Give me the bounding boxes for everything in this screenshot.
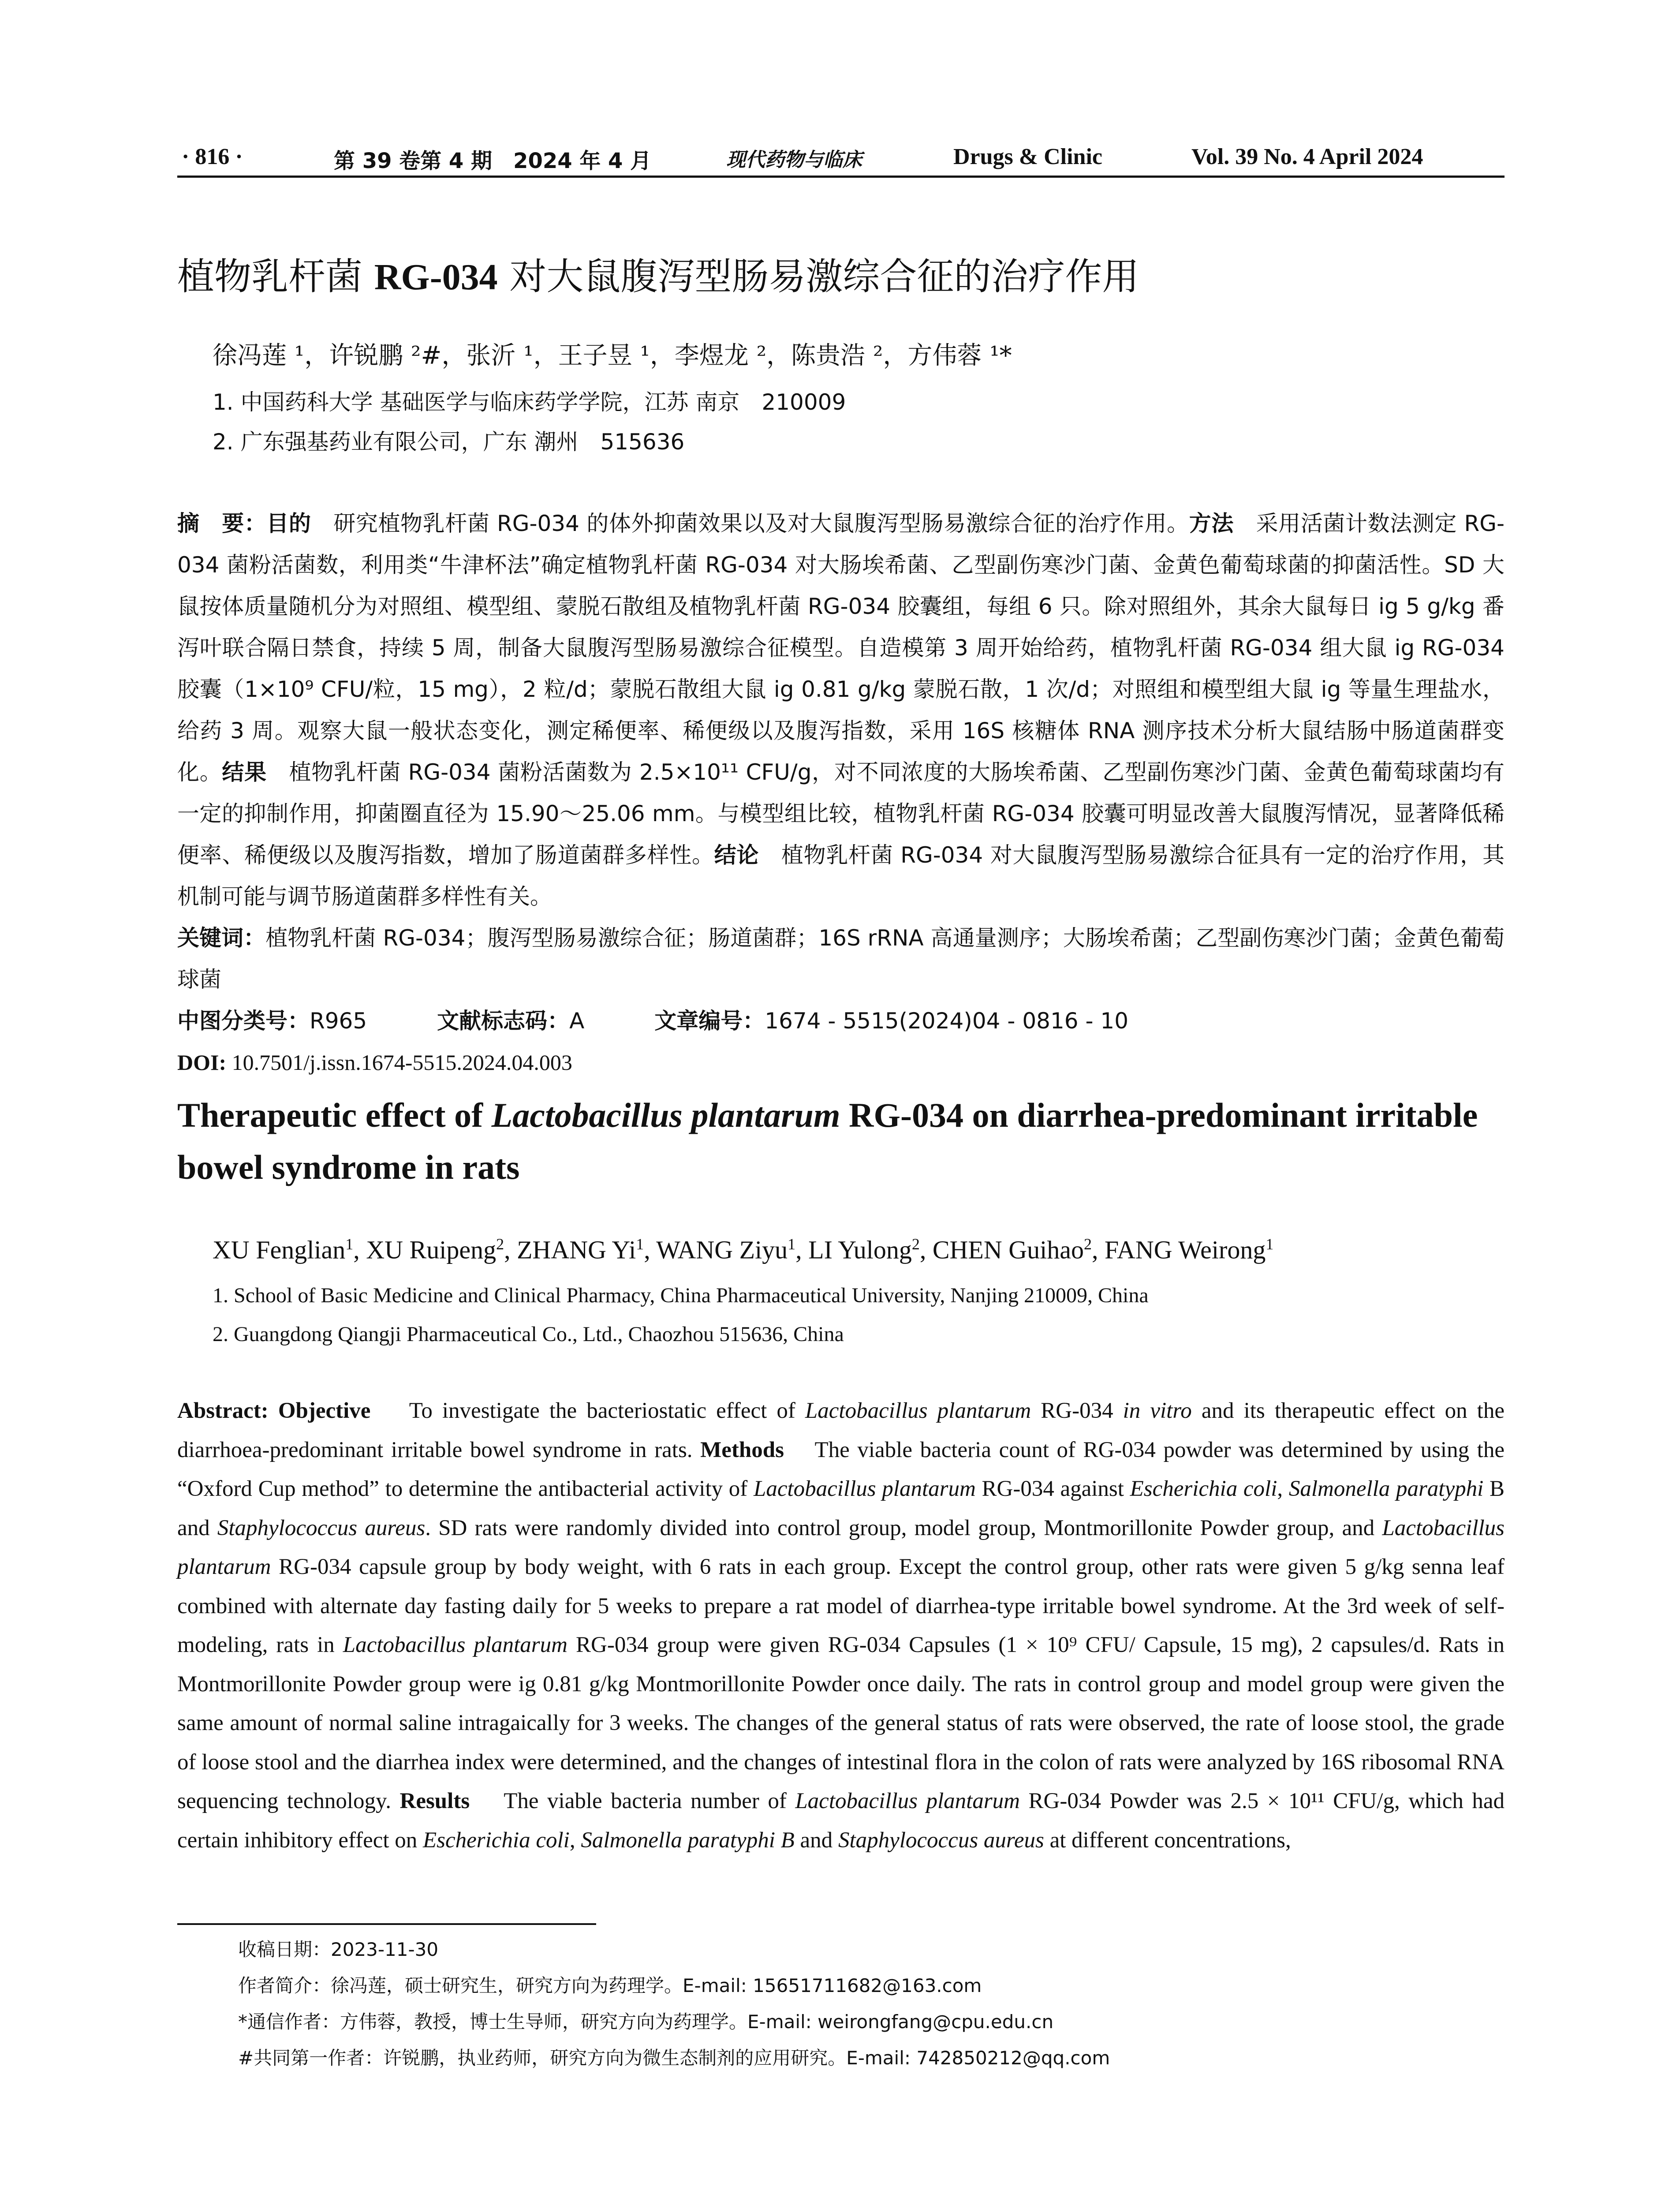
abstract-text: The viable bacteria count of RG-034 powder was determined by using the “Oxford Cup method” to determine the antibacterial activity of [177,1437,1510,1501]
abstract-italic-term: Staphylococcus aureus [838,1828,1044,1853]
english-abstract [177,1391,1510,1860]
title-part: 对大鼠腹泻型肠易激综合征的治疗作用 [497,255,1139,298]
title-part: Therapeutic effect of [177,1096,492,1134]
keywords-label: 关键词： [177,925,266,951]
author-separator: , [795,1235,809,1264]
issue-info-en: Vol. 39 No. 4 April 2024 [1191,144,1423,169]
abstract-text: The viable bacteria number of [470,1789,795,1813]
issue-info-cn: 第 39 卷第 4 期 2024 年 4 月 [334,149,652,173]
abstract-text: RG-034 group were given RG-034 Capsules (1 × 10⁹ CFU/ Capsule, 15 mg), 2 capsules/d. Rats in Montmorillonite Powder group were ig 0.81 g/kg Montmorillonite Powder once daily. The rats in control group and model group were given the same amount of normal saline intragaically for 3 weeks. The changes of the general status of rats were observed, the rate of loose stool, the grade of loose stool and the diarrhea index were determined, and the changes of intestinal flora in the colon of rats were analyzed by 16S ribosomal RNA sequencing technology. [177,1633,1510,1813]
doc-code-label: 文献标志码： [437,1008,570,1034]
conclusion-label: 结论 [714,842,759,868]
abstract-text: and [794,1828,838,1853]
author-affiliation-mark: 1 [345,1235,354,1253]
chinese-authors: 徐冯莲 ¹，许锐鹏 ²#，张沂 ¹，王子昱 ¹，李煜龙 ²，陈贵浩 ²，方伟蓉 ¹* [213,341,1012,370]
abstract-section-label: Results [399,1789,470,1813]
doc-code-value: A [569,1008,585,1034]
abstract-italic-term: Salmonella paratyphi [1288,1476,1484,1501]
article-no-value: 1674 - 5515(2024)04 - 0816 - 10 [765,1008,1129,1034]
footnote-co-first-author: #共同第一作者：许锐鹏，执业药师，研究方向为微生态制剂的应用研究。E-mail: 742850212@qq.com [238,2047,1110,2069]
results-label: 结果 [222,759,267,785]
title-strain: RG-034 [374,257,498,298]
conclusion-text: 植物乳杆菌 RG-034 对大鼠腹泻型肠易激综合征具有一定的治疗作用，其机制可能与调节肠道菌群多样性有关。 [177,842,1505,909]
chinese-abstract [177,503,1505,1083]
clc-value: R965 [310,1008,367,1034]
abstract-section-label: Methods [700,1437,784,1462]
author-affiliation-mark: 2 [1083,1235,1092,1253]
author-affiliation-mark: 1 [636,1235,644,1253]
author-name: XU Fenglian [213,1235,346,1264]
abstract-italic-term: Salmonella paratyphi B [581,1828,795,1853]
abstract-italic-term: Lactobacillus plantarum [753,1476,976,1501]
classification-line [177,1000,1505,1042]
objective-label: 目的 [266,511,311,536]
footnote-rule [177,1923,596,1925]
title-species: Lactobacillus plantarum [491,1096,840,1134]
abstract-text: RG-034 [1031,1398,1123,1423]
abstract-text: and its therapeutic effect on the diarrhoea-predominant irritable bowel syndrome in rats. [177,1398,1510,1462]
abstract-body [177,503,1505,917]
abstract-italic-term: Lactobacillus plantarum [805,1398,1031,1423]
english-title [177,1089,1505,1193]
chinese-title [177,247,1139,300]
abstract-text: RG-034 against [975,1476,1130,1501]
author-name: XU Ruipeng [366,1235,497,1264]
abstract-italic-term: Lactobacillus plantarum [177,1515,1510,1579]
running-header [177,140,1505,178]
english-affiliation-2: 2. Guangdong Qiangji Pharmaceutical Co., Ltd., Chaozhou 515636, China [213,1323,844,1346]
author-separator: , [644,1235,657,1264]
abstract-italic-term: Escherichia coli [423,1828,570,1853]
chinese-affiliation-1: 1. 中国药科大学 基础医学与临床药学学院，江苏 南京 210009 [213,389,846,415]
doi-line [177,1042,1505,1083]
author-affiliation-mark: 2 [911,1235,920,1253]
abstract-text: , [1277,1476,1289,1501]
clc-label: 中图分类号： [177,1008,310,1034]
abstract-italic-term: Staphylococcus aureus [217,1515,426,1540]
author-name: ZHANG Yi [517,1235,636,1264]
title-part: RG-034 on diarrhea-predominant irritable bowel syndrome in rats [177,1096,1478,1186]
results-text: 植物乳杆菌 RG-034 菌粉活菌数为 2.5×10¹¹ CFU/g，对不同浓度的大肠埃希菌、乙型副伤寒沙门菌、金黄色葡萄球菌均有一定的抑制作用，抑菌圈直径为 15.90～25.06 mm。与模型组比较，植物乳杆菌 RG-034 胶囊可明显改善大鼠腹泻情况，显著降低稀便率、稀便级以及腹泻指数，增加了肠道菌群多样性。 [177,759,1505,868]
keywords [177,917,1505,1000]
abstract-italic-term: Lactobacillus plantarum [795,1789,1020,1813]
keywords-text: 植物乳杆菌 RG-034；腹泻型肠易激综合征；肠道菌群；16S rRNA 高通量测序；大肠埃希菌；乙型副伤寒沙门菌；金黄色葡萄球菌 [177,925,1505,992]
page-number: · 816 · [182,144,243,169]
english-affiliation-1: 1. School of Basic Medicine and Clinical Pharmacy, China Pharmaceutical University, Nanjing 210009, China [213,1284,1149,1307]
author-affiliation-mark: 1 [1266,1235,1274,1253]
author-affiliation-mark: 1 [788,1235,796,1253]
abstract-italic-term: Escherichia coli [1130,1476,1277,1501]
article-no-label: 文章编号： [654,1008,765,1034]
author-separator: , [504,1235,517,1264]
doi-label: DOI: [177,1050,227,1075]
methods-label: 方法 [1189,511,1234,536]
author-name: CHEN Guihao [932,1235,1084,1264]
abstract-text: RG-034 capsule group by body weight, with 6 rats in each group. Except the control group, other rats were given 5 g/kg senna leaf combined with alternate day fasting daily for 5 weeks to prepare a rat model of diarrhea-type irritable bowel syndrome. At the 3rd week of self-modeling, rats in [177,1555,1510,1657]
author-separator: , [919,1235,933,1264]
abstract-italic-term: in vitro [1123,1398,1192,1423]
abstract-text: RG-034 Powder was 2.5 × 10¹¹ CFU/g, which had certain inhibitory effect on [177,1789,1510,1853]
title-part: 植物乳杆菌 [177,255,374,298]
objective-text: 研究植物乳杆菌 RG-034 的体外抑菌效果以及对大鼠腹泻型肠易激综合征的治疗作用。 [311,511,1189,536]
abstract-section-label: Abstract: Objective [177,1398,371,1423]
methods-text: 采用活菌计数法测定 RG-034 菌粉活菌数，利用类“牛津杯法”确定植物乳杆菌 RG-034 对大肠埃希菌、乙型副伤寒沙门菌、金黄色葡萄球菌的抑菌活性。SD 大鼠按体质量随机分为对照组、模型组、蒙脱石散组及植物乳杆菌 RG-034 胶囊组，每组 6 只。除对照组外，其余大鼠每日 ig 5 g/kg 番泻叶联合隔日禁食，持续 5 周，制备大鼠腹泻型肠易激综合征模型。自造模第 3 周开始给药，植物乳杆菌 RG-034 组大鼠 ig RG-034 胶囊（1×10⁹ CFU/粒，15 mg），2 粒/d；蒙脱石散组大鼠 ig 0.81 g/kg 蒙脱石散，1 次/d；对照组和模型组大鼠 ig 等量生理盐水，给药 3 周。观察大鼠一般状态变化，测定稀便率、稀便级以及腹泻指数，采用 16S 核糖体 RNA 测序技术分析大鼠结肠中肠道菌群变化。 [177,511,1505,785]
footnote-corresponding: *通信作者：方伟蓉，教授，博士生导师，研究方向为药理学。E-mail: weirongfang@cpu.edu.cn [238,2011,1054,2033]
abstract-text: , [569,1828,581,1853]
author-name: FANG Weirong [1104,1235,1266,1264]
abstract-label: 摘 要： [177,511,267,536]
footnote-received: 收稿日期：2023-11-30 [238,1939,439,1960]
doi-link[interactable]: 10.7501/j.issn.1674-5515.2024.04.003 [226,1050,572,1075]
author-name: WANG Ziyu [656,1235,788,1264]
author-separator: , [1091,1235,1105,1264]
footnote-author-bio: 作者简介：徐冯莲，硕士研究生，研究方向为药理学。E-mail: 15651711682@163.com [238,1975,982,1996]
english-authors [213,1235,1273,1264]
abstract-text: at different concentrations, [1044,1828,1291,1853]
author-affiliation-mark: 2 [496,1235,504,1253]
chinese-affiliation-2: 2. 广东强基药业有限公司，广东 潮州 515636 [213,429,685,455]
author-name: LI Yulong [808,1235,912,1264]
abstract-text: . SD rats were randomly divided into control group, model group, Montmorillonite Powder group, and [425,1515,1382,1540]
abstract-italic-term: Lactobacillus plantarum [343,1633,567,1657]
journal-name-en: Drugs & Clinic [953,144,1102,169]
abstract-text: To investigate the bacteriostatic effect of [370,1398,805,1423]
journal-name-cn: 现代药物与临床 [726,149,862,171]
author-separator: , [353,1235,366,1264]
abstract-text: B and [177,1476,1510,1540]
